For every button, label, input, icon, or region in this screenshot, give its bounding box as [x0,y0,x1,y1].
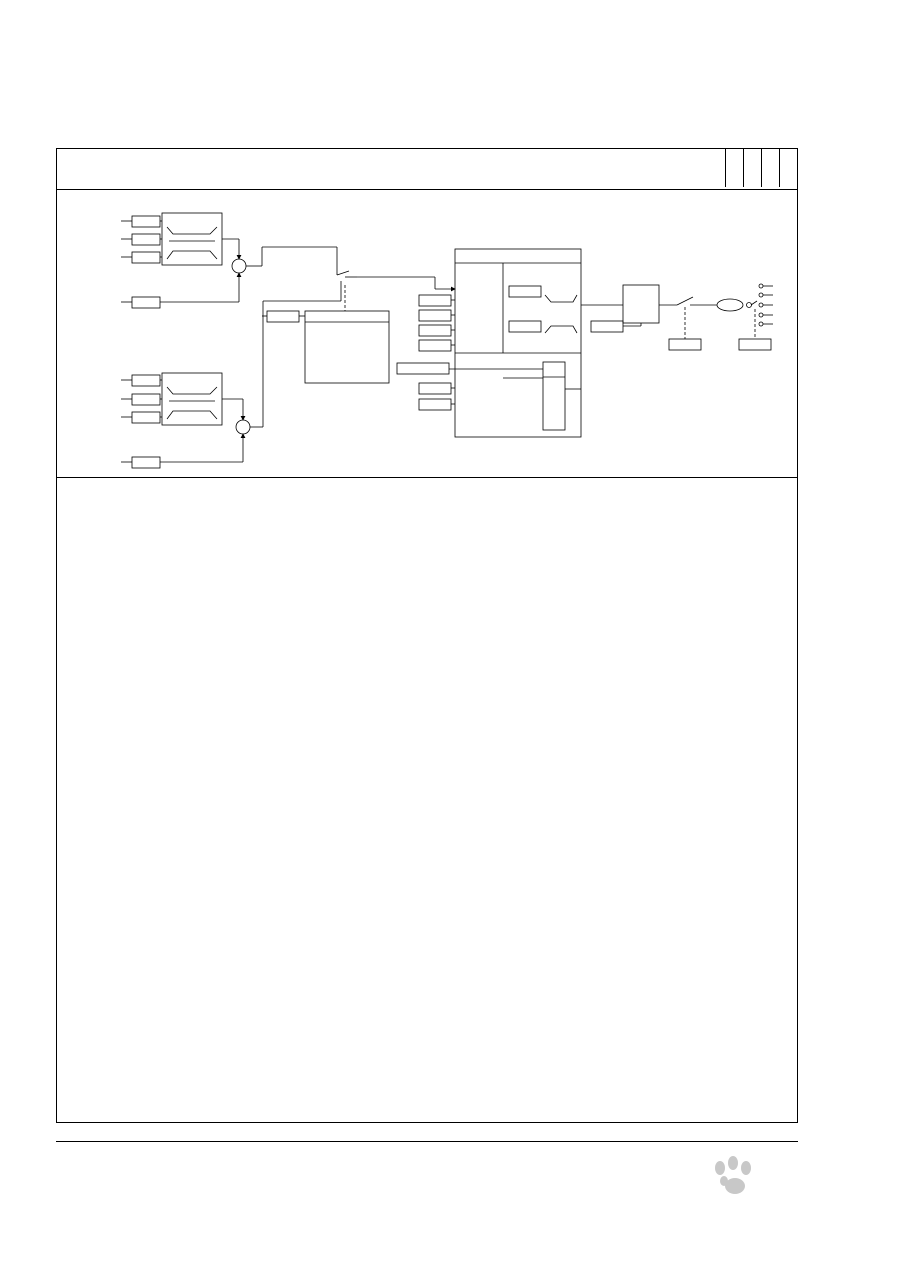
col-max-header [743,149,761,187]
footer-rule [56,1141,798,1142]
parameter-table [56,148,798,1123]
table-header [57,149,797,190]
pid-block-diagram [57,189,797,478]
col-min-header [725,149,743,187]
col-unit-header [779,149,797,187]
baidu-watermark [632,1148,872,1258]
pid-diagram-svg [57,189,797,477]
col-def-header [761,149,779,187]
